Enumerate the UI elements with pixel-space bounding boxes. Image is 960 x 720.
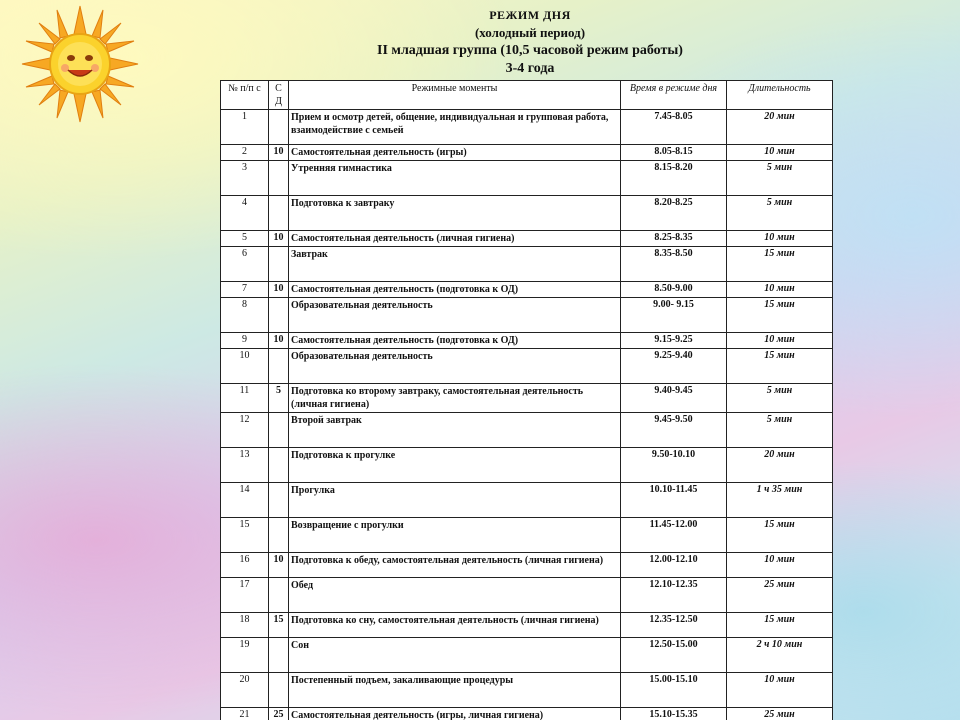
header-num: № п/п с — [221, 81, 269, 110]
cell-num: 21 — [221, 708, 269, 720]
cell-time: 12.10-12.35 — [621, 578, 727, 613]
table-row — [221, 638, 833, 673]
cell-moment: Второй завтрак — [289, 413, 621, 448]
cell-duration: 25 мин — [727, 578, 833, 613]
cell-duration: 10 мин — [727, 231, 833, 247]
cell-time: 12.35-12.50 — [621, 613, 727, 638]
header-moment: Режимные моменты — [289, 81, 621, 110]
cell-duration: 5 мин — [727, 161, 833, 196]
cell-sd — [269, 161, 289, 196]
cell-duration: 20 мин — [727, 448, 833, 483]
cell-num: 19 — [221, 638, 269, 673]
cell-duration: 5 мин — [727, 196, 833, 231]
cell-sd — [269, 349, 289, 384]
table-row — [221, 384, 833, 413]
cell-moment: Подготовка к прогулке — [289, 448, 621, 483]
cell-sd: 5 — [269, 384, 289, 413]
cell-moment: Подготовка к обеду, самостоятельная деятельность (личная гигиена) — [289, 553, 621, 578]
cell-moment: Подготовка к завтраку — [289, 196, 621, 231]
cell-duration: 10 мин — [727, 673, 833, 708]
table-row — [221, 110, 833, 145]
cell-duration: 10 мин — [727, 333, 833, 349]
cell-sd — [269, 518, 289, 553]
table-row — [221, 298, 833, 333]
cell-time: 10.10-11.45 — [621, 483, 727, 518]
cell-sd: 15 — [269, 613, 289, 638]
cell-num: 6 — [221, 247, 269, 282]
schedule-table — [220, 80, 833, 720]
table-row — [221, 349, 833, 384]
cell-sd — [269, 578, 289, 613]
sun-decoration-icon — [20, 4, 140, 124]
header-time: Время в режиме дня — [621, 81, 727, 110]
cell-moment: Подготовка ко сну, самостоятельная деятельность (личная гигиена) — [289, 613, 621, 638]
heading-age: 3-4 года — [505, 61, 555, 76]
cell-moment: Самостоятельная деятельность (подготовка к ОД) — [289, 333, 621, 349]
cell-sd: 10 — [269, 231, 289, 247]
table-row — [221, 161, 833, 196]
cell-sd — [269, 638, 289, 673]
cell-duration: 15 мин — [727, 349, 833, 384]
cell-num: 4 — [221, 196, 269, 231]
cell-moment: Подготовка ко второму завтраку, самостоятельная деятельность (личная гигиена) — [289, 384, 621, 413]
table-row — [221, 231, 833, 247]
cell-moment: Самостоятельная деятельность (подготовка к ОД) — [289, 282, 621, 298]
cell-time: 7.45-8.05 — [621, 110, 727, 145]
header-duration: Длительность — [727, 81, 833, 110]
cell-num: 11 — [221, 384, 269, 413]
cell-sd: 10 — [269, 282, 289, 298]
table-row — [221, 448, 833, 483]
cell-duration: 1 ч 35 мин — [727, 483, 833, 518]
cell-num: 10 — [221, 349, 269, 384]
heading-title: РЕЖИМ ДНЯ — [489, 8, 571, 22]
cell-num: 17 — [221, 578, 269, 613]
cell-duration: 5 мин — [727, 413, 833, 448]
table-row — [221, 282, 833, 298]
cell-moment: Прием и осмотр детей, общение, индивидуальная и групповая работа, взаимодействие с семьей — [289, 110, 621, 145]
cell-sd: 25 — [269, 708, 289, 720]
cell-sd — [269, 247, 289, 282]
cell-num: 8 — [221, 298, 269, 333]
cell-duration: 5 мин — [727, 384, 833, 413]
table-row — [221, 333, 833, 349]
heading-group: II младшая группа (10,5 часовой режим работы) — [377, 43, 683, 58]
cell-moment: Самостоятельная деятельность (личная гигиена) — [289, 231, 621, 247]
cell-sd — [269, 483, 289, 518]
cell-time: 9.15-9.25 — [621, 333, 727, 349]
cell-time: 9.25-9.40 — [621, 349, 727, 384]
table-row — [221, 196, 833, 231]
cell-num: 7 — [221, 282, 269, 298]
cell-moment: Прогулка — [289, 483, 621, 518]
cell-duration: 20 мин — [727, 110, 833, 145]
heading-period: (холодный период) — [474, 25, 586, 40]
cell-sd: 10 — [269, 553, 289, 578]
cell-sd — [269, 110, 289, 145]
cell-time: 8.05-8.15 — [621, 145, 727, 161]
cell-time: 8.15-8.20 — [621, 161, 727, 196]
cell-moment: Постепенный подъем, закаливающие процедуры — [289, 673, 621, 708]
cell-num: 12 — [221, 413, 269, 448]
cell-duration: 15 мин — [727, 247, 833, 282]
table-row — [221, 578, 833, 613]
cell-duration: 10 мин — [727, 145, 833, 161]
cell-time: 15.00-15.10 — [621, 673, 727, 708]
cell-num: 1 — [221, 110, 269, 145]
cell-moment: Самостоятельная деятельность (игры, личная гигиена) — [289, 708, 621, 720]
cell-time: 12.50-15.00 — [621, 638, 727, 673]
cell-time: 9.50-10.10 — [621, 448, 727, 483]
cell-num: 13 — [221, 448, 269, 483]
cell-duration: 15 мин — [727, 518, 833, 553]
cell-sd: 10 — [269, 333, 289, 349]
cell-num: 3 — [221, 161, 269, 196]
table-row — [221, 708, 833, 720]
cell-moment: Сон — [289, 638, 621, 673]
cell-sd — [269, 298, 289, 333]
cell-num: 18 — [221, 613, 269, 638]
table-row — [221, 613, 833, 638]
cell-num: 15 — [221, 518, 269, 553]
cell-moment: Завтрак — [289, 247, 621, 282]
page-heading — [300, 6, 760, 78]
table-row — [221, 413, 833, 448]
cell-duration: 15 мин — [727, 298, 833, 333]
cell-duration: 25 мин — [727, 708, 833, 720]
cell-num: 2 — [221, 145, 269, 161]
cell-time: 8.25-8.35 — [621, 231, 727, 247]
cell-duration: 15 мин — [727, 613, 833, 638]
cell-moment: Самостоятельная деятельность (игры) — [289, 145, 621, 161]
cell-moment: Обед — [289, 578, 621, 613]
cell-num: 16 — [221, 553, 269, 578]
cell-duration: 10 мин — [727, 553, 833, 578]
cell-sd — [269, 673, 289, 708]
cell-moment: Образовательная деятельность — [289, 298, 621, 333]
cell-num: 5 — [221, 231, 269, 247]
cell-time: 11.45-12.00 — [621, 518, 727, 553]
cell-moment: Образовательная деятельность — [289, 349, 621, 384]
cell-num: 14 — [221, 483, 269, 518]
table-row — [221, 518, 833, 553]
cell-sd — [269, 413, 289, 448]
cell-num: 9 — [221, 333, 269, 349]
cell-time: 12.00-12.10 — [621, 553, 727, 578]
cell-moment: Утренняя гимнастика — [289, 161, 621, 196]
cell-sd — [269, 448, 289, 483]
cell-num: 20 — [221, 673, 269, 708]
cell-time: 15.10-15.35 — [621, 708, 727, 720]
header-sd: С Д — [269, 81, 289, 110]
cell-time: 9.40-9.45 — [621, 384, 727, 413]
cell-sd: 10 — [269, 145, 289, 161]
cell-duration: 10 мин — [727, 282, 833, 298]
cell-time: 9.45-9.50 — [621, 413, 727, 448]
table-row — [221, 247, 833, 282]
table-header-row — [221, 81, 833, 110]
cell-time: 8.20-8.25 — [621, 196, 727, 231]
cell-sd — [269, 196, 289, 231]
cell-moment: Возвращение с прогулки — [289, 518, 621, 553]
table-row — [221, 553, 833, 578]
cell-time: 8.50-9.00 — [621, 282, 727, 298]
table-row — [221, 483, 833, 518]
table-row — [221, 673, 833, 708]
table-row — [221, 145, 833, 161]
cell-duration: 2 ч 10 мин — [727, 638, 833, 673]
cell-time: 9.00- 9.15 — [621, 298, 727, 333]
cell-time: 8.35-8.50 — [621, 247, 727, 282]
